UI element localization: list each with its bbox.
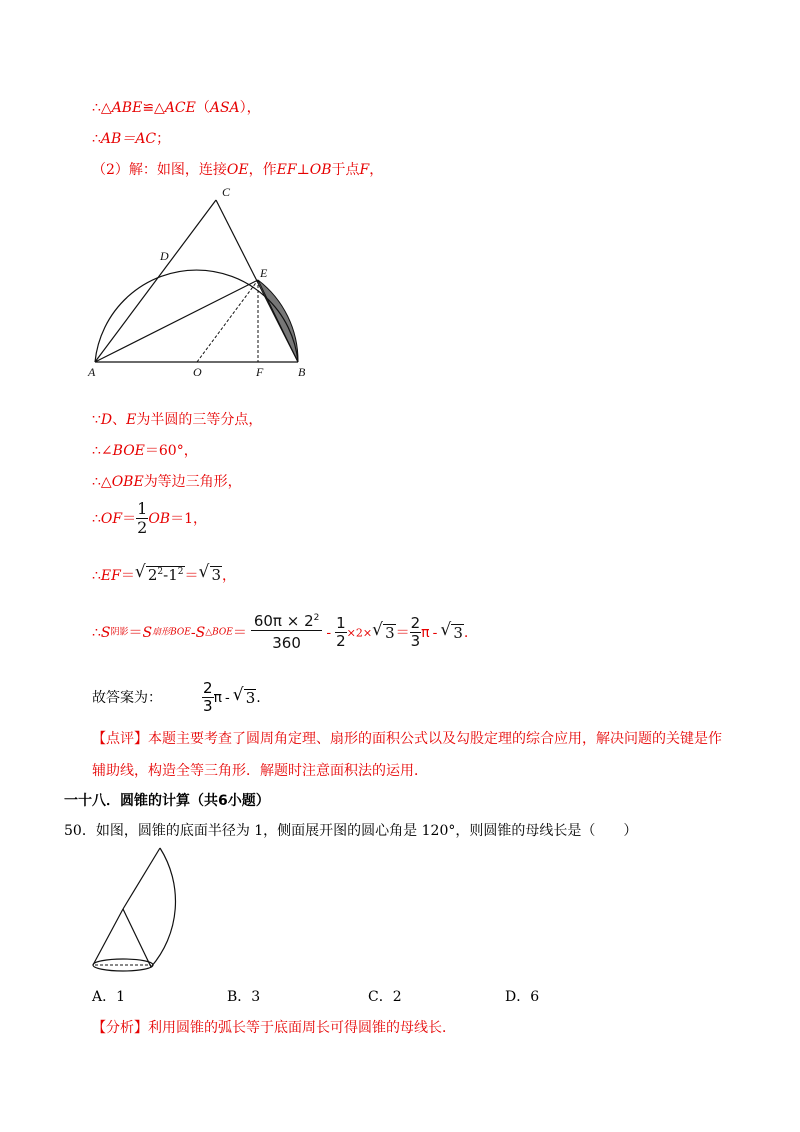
option-c[interactable] xyxy=(368,990,402,1004)
therefore-symbol: ∴ xyxy=(92,131,101,147)
text-foot: 于点 xyxy=(331,162,360,178)
s-shaded: S xyxy=(100,624,111,641)
answer-den: 3 xyxy=(203,697,213,716)
option-c-value: 2 xyxy=(392,989,402,1005)
sqrt-icon: √ xyxy=(372,620,383,641)
sub-triangle: △BOE xyxy=(205,627,233,638)
label-a: A xyxy=(88,365,96,379)
sector-num-text: 60π × 2 xyxy=(253,612,314,630)
angle-boe: BOE xyxy=(112,443,145,459)
proof-line-3 xyxy=(92,163,383,177)
segment-oe-dashed xyxy=(197,280,258,362)
triangle-obe: OBE xyxy=(111,474,144,490)
s-triangle: S xyxy=(195,624,206,641)
semicolon: ； xyxy=(156,131,171,147)
half-num: 1 xyxy=(336,614,346,632)
answer-sqrt-arg: 3 xyxy=(245,689,256,708)
sector-radius-bottom xyxy=(123,909,151,967)
question-text: ．如图，圆锥的底面半径为 1，侧面展开图的圆心角是 120°，则圆锥的母线长是（ ） xyxy=(81,823,638,839)
result-one: ＝1， xyxy=(170,510,207,527)
base-2: 2 xyxy=(147,566,158,584)
exponent-2b: 2 xyxy=(177,567,184,577)
solution-line-2 xyxy=(92,444,198,458)
result-fraction xyxy=(410,615,422,651)
solution-line-1 xyxy=(92,413,262,427)
answer-num: 2 xyxy=(203,679,213,697)
sqrt-icon: √ xyxy=(440,620,452,641)
solution-line-3 xyxy=(92,475,242,489)
answer-fraction xyxy=(202,680,214,716)
sector-fraction xyxy=(251,613,323,653)
comment-line-1 xyxy=(92,732,722,746)
close-paren: ）， xyxy=(239,100,261,116)
label-b: B xyxy=(298,365,306,379)
question-50 xyxy=(64,824,637,838)
equals: ＝ xyxy=(120,568,135,584)
sector-radius-top xyxy=(123,848,160,909)
sqrt-icon: √ xyxy=(198,562,210,582)
therefore-symbol: ∴ xyxy=(92,510,101,527)
answer-line xyxy=(92,680,261,716)
answer-period: . xyxy=(256,689,261,706)
comment-text-2: 辅助线，构造全等三角形．解题时注意面积法的运用． xyxy=(92,763,428,779)
sqrt-argument xyxy=(146,566,185,583)
label-o: O xyxy=(193,365,202,379)
option-d[interactable] xyxy=(505,990,539,1004)
segment-ef: EF xyxy=(276,162,297,178)
segment-ob: OB xyxy=(148,510,171,527)
triangle-ace: ACE xyxy=(164,100,196,116)
s-sector: S xyxy=(142,624,153,641)
geometry-figure-semicircle xyxy=(80,180,330,380)
minus-3: - xyxy=(432,624,438,641)
analysis-text: 利用圆锥的弧长等于底面周长可得圆锥的母线长． xyxy=(148,1020,456,1036)
triangle-prefix: ∴△ xyxy=(92,474,112,490)
segment-oe: OE xyxy=(226,162,249,178)
sqrt-arg-3: 3 xyxy=(211,566,222,584)
comma: ， xyxy=(222,568,237,584)
therefore-symbol: ∴ xyxy=(92,568,101,584)
exponent-2: 2 xyxy=(157,567,164,577)
sector-num-exp: 2 xyxy=(313,613,320,623)
section-count: 6 xyxy=(218,793,228,809)
comment-tag: 【点评】 xyxy=(92,731,148,747)
pi-symbol: π xyxy=(421,624,430,641)
sqrt-three xyxy=(372,620,396,643)
therefore-symbol: ∴ xyxy=(92,624,101,641)
segment-ac xyxy=(95,200,216,362)
answer-label: 故答案为： xyxy=(92,689,162,706)
because-symbol: ∵ xyxy=(92,412,101,428)
times-two: ×2× xyxy=(346,626,373,640)
sub-shaded: 阴影 xyxy=(110,627,129,638)
denominator: 2 xyxy=(137,518,148,538)
sector-numerator xyxy=(251,613,323,631)
sqrt-expression xyxy=(134,562,185,584)
option-d-label: D． xyxy=(505,989,531,1005)
proof-line-1 xyxy=(92,101,261,115)
point-e: E xyxy=(126,412,137,428)
sqrt-icon: √ xyxy=(232,685,244,706)
equals: ＝ xyxy=(128,624,143,641)
solution-line-5 xyxy=(92,562,237,584)
cone-figure xyxy=(85,843,195,978)
cone-slant-left xyxy=(93,909,123,965)
section-title: 一十八．圆锥的计算（共 xyxy=(64,793,218,809)
proof-line-2 xyxy=(92,132,170,146)
fraction-half xyxy=(136,500,148,538)
sqrt-three-result xyxy=(440,620,464,643)
option-b-value: 3 xyxy=(251,989,261,1005)
sub-sector: 扇形BOE xyxy=(152,627,191,638)
therefore-symbol: ∴△ xyxy=(92,100,112,116)
ab-equals-ac: AB＝AC xyxy=(100,131,157,147)
solution-line-4 xyxy=(92,500,207,538)
part2-intro: （2）解：如图，连接 xyxy=(92,162,227,178)
equals-2: ＝ xyxy=(232,624,247,641)
point-f: F xyxy=(359,162,370,178)
answer-minus: - xyxy=(224,689,230,706)
period: . xyxy=(463,624,469,641)
analysis-line xyxy=(92,1021,456,1035)
equilateral-text: 为等边三角形， xyxy=(143,474,242,490)
label-e: E xyxy=(260,266,268,280)
minus-2: - xyxy=(326,624,332,641)
answer-sqrt xyxy=(232,685,257,708)
section-title-end: 小题） xyxy=(227,793,270,809)
option-a-label: A． xyxy=(92,989,117,1005)
congruent-symbol: ≌△ xyxy=(142,100,165,116)
trisection-text: 为半圆的三等分点， xyxy=(136,412,263,428)
label-d: D xyxy=(160,249,169,263)
segment-ef: EF xyxy=(100,568,121,584)
option-a-value: 1 xyxy=(116,989,126,1005)
perp-symbol: ⊥ xyxy=(296,162,310,178)
sector-arc xyxy=(151,848,175,967)
triangle-abe: ABE xyxy=(111,100,143,116)
result-num: 2 xyxy=(410,614,421,632)
sqrt-arg-res: 3 xyxy=(453,624,463,643)
answer-pi: π xyxy=(213,689,222,706)
option-b-label: B． xyxy=(227,989,252,1005)
angle-prefix: ∴∠ xyxy=(92,443,113,459)
open-paren: （ xyxy=(195,100,210,116)
segment-ob: OB xyxy=(309,162,332,178)
minus: - xyxy=(190,624,196,641)
half-fraction xyxy=(335,615,347,651)
comment-text-1: 本题主要考查了圆周角定理、扇形的面积公式以及勾股定理的综合应用，解决问题的关键是作 xyxy=(148,731,722,747)
solution-line-6 xyxy=(92,613,468,653)
section-heading xyxy=(64,794,270,808)
equals-3: ＝ xyxy=(395,624,410,641)
result-den: 3 xyxy=(410,632,421,651)
comma: ， xyxy=(369,162,384,178)
option-d-value: 6 xyxy=(530,989,540,1005)
minus-one: -1 xyxy=(163,566,178,584)
analysis-tag: 【分析】 xyxy=(92,1020,148,1036)
option-c-label: C． xyxy=(368,989,393,1005)
sqrt-three xyxy=(198,562,223,584)
text-zuo: ，作 xyxy=(248,162,277,178)
semicircle-arc xyxy=(95,270,298,362)
equals-2: ＝ xyxy=(184,568,199,584)
numerator: 1 xyxy=(137,499,148,518)
half-den: 2 xyxy=(336,632,346,651)
label-f: F xyxy=(256,365,264,379)
option-b[interactable] xyxy=(227,990,260,1004)
sector-denominator: 360 xyxy=(272,634,301,653)
point-d: D xyxy=(100,412,113,428)
equals: ＝ xyxy=(122,510,137,527)
angle-value: ＝60°， xyxy=(144,443,198,459)
sqrt-icon: √ xyxy=(134,562,146,582)
asa-label: ASA xyxy=(209,100,240,116)
option-a[interactable] xyxy=(92,990,125,1004)
sqrt-arg: 3 xyxy=(385,624,395,643)
segment-ae xyxy=(95,280,258,362)
comment-line-2 xyxy=(92,764,428,778)
question-number: 50 xyxy=(64,823,82,839)
separator: 、 xyxy=(112,412,127,428)
label-c: C xyxy=(222,185,231,199)
segment-of: OF xyxy=(100,510,123,527)
